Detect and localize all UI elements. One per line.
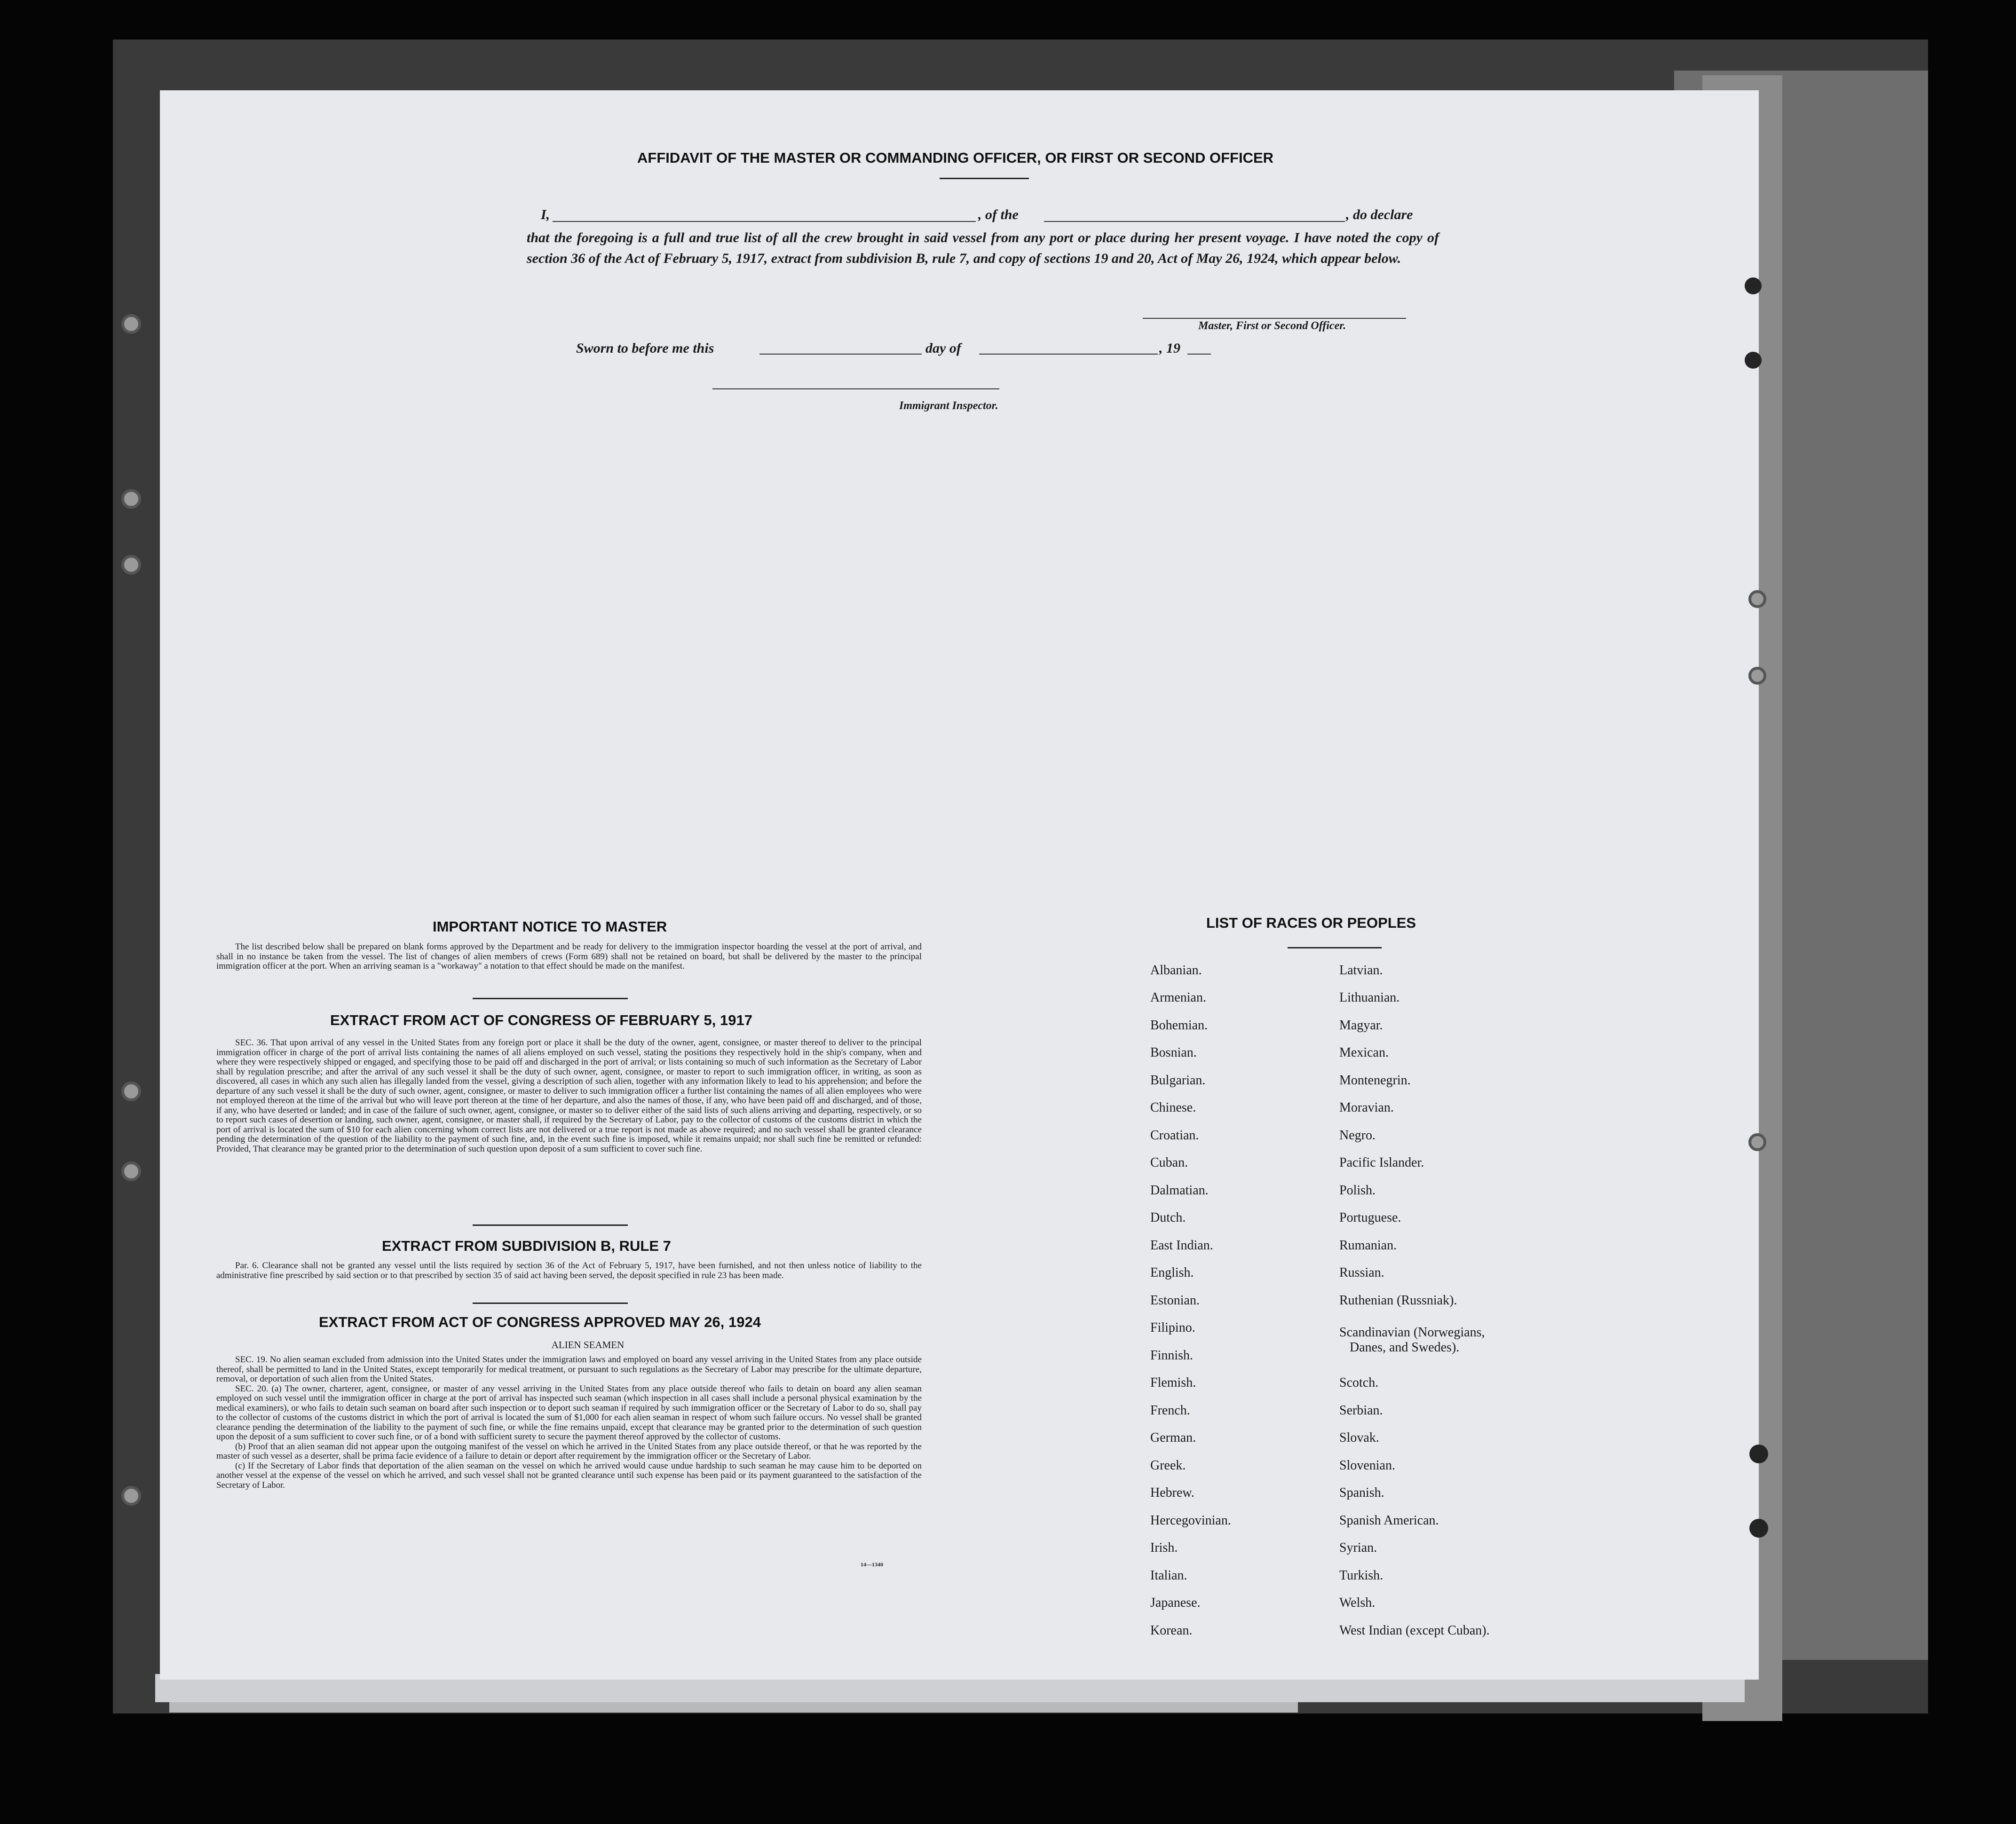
race-item: Hercegovinian.	[1150, 1513, 1231, 1528]
section-20b-paragraph: (b) Proof that an alien seaman did not appear upon the outgoing manifest of the vessel on which he arrived in the United States from any place outside thereof, or that he was reported by the master of such vessel as a deserter, shall be prima facie evidence of a failure to detain or deport after requirement by the immigration officer or the Secretary of Labor.	[216, 1441, 922, 1461]
punch-hole	[1748, 667, 1766, 685]
vessel-blank	[1044, 221, 1345, 222]
year-blank	[1187, 354, 1211, 355]
race-item: Italian.	[1150, 1568, 1187, 1583]
race-item: English.	[1150, 1265, 1194, 1280]
name-blank	[553, 221, 976, 222]
race-item: Slovak.	[1339, 1430, 1379, 1445]
race-item: Danes, and Swedes).	[1350, 1340, 1460, 1355]
section-20a-paragraph: SEC. 20. (a) The owner, charterer, agent, consignee, or master of any vessel arriving in the United States from any place outside thereof who fails to detain on board any alien seaman employed on such vessel until the immigration officer in charge at the port of arrival has inspected such seaman (which inspection in all cases shall include a personal physical examination by the medical examiners), or who fails to detain such seaman on board after such inspection or to deport such seaman if required by such immigration officer or the Secretary of Labor to do so, shall pay to the collector of customs of the customs district in which the port of arrival is located the sum of $1,000 for each alien seaman in respect of whom such failure occurs. No vessel shall be granted clearance pending the determination of the liability to the payment of such fine, or while the fine remains unpaid, except that clearance may be granted prior to the determination of such question upon the deposit of a sum sufficient to cover such fine, or of a bond with sufficient surety to secure the payment thereof approved by the collector of customs.	[216, 1383, 922, 1442]
page-edge-lower	[169, 1702, 1298, 1713]
races-title: LIST OF RACES OR PEOPLES	[1206, 915, 1416, 931]
race-item: Pacific Islander.	[1339, 1155, 1424, 1170]
race-item: West Indian (except Cuban).	[1339, 1623, 1490, 1638]
year-label: , 19	[1159, 340, 1180, 356]
section-20c-paragraph: (c) If the Secretary of Labor finds that deportation of the alien seaman on the vessel on which he arrived would cause undue hardship to such seaman he may cause him to be deported on another vessel at the expense of the vessel on which he arrived, and such vessel shall not be granted clearance until such expense has been paid or its payment guaranteed to the satisfaction of the Secretary of Labor.	[216, 1461, 922, 1490]
race-item: Hebrew.	[1150, 1485, 1194, 1500]
race-item: Lithuanian.	[1339, 990, 1400, 1005]
race-item: Russian.	[1339, 1265, 1384, 1280]
race-item: Scotch.	[1339, 1375, 1379, 1390]
punch-hole	[121, 1082, 141, 1101]
punch-hole	[121, 489, 141, 509]
race-item: Portuguese.	[1339, 1210, 1401, 1225]
race-item: Armenian.	[1150, 990, 1206, 1005]
notice-paragraph: The list described below shall be prepared on blank forms approved by the Department and be ready for delivery to the immigration inspector boarding the vessel at the port of arrival, and shall in no instance be taken from the vessel. The list of changes of alien members of crews (Form 689) shall not be retained on board, but shall be delivered by the master to the principal immigration officer at the port. When an arriving seaman is a "workaway" a notation to that effect should be made on the manifest.	[216, 942, 922, 971]
race-item: Estonian.	[1150, 1293, 1200, 1308]
paragraph-6: Par. 6. Clearance shall not be granted any vessel until the lists required by section 36 of the Act of February 5, 1917, have been furnished, and not then unless notice of liability to the administrative fine prescribed by said section or to that prescribed by section 35 of said act having been served, the deposit specified in rule 23 has been made.	[216, 1261, 922, 1280]
extract-1924-text	[216, 1355, 922, 1490]
race-item: Negro.	[1339, 1128, 1376, 1143]
races-rule	[1288, 947, 1382, 948]
race-item: Albanian.	[1150, 963, 1202, 978]
race-item: French.	[1150, 1403, 1190, 1418]
subdivision-text	[216, 1261, 922, 1280]
affidavit-of-the: , of the	[978, 207, 1019, 222]
punch-hole	[1745, 277, 1762, 294]
race-item: Polish.	[1339, 1183, 1376, 1198]
race-item: Dalmatian.	[1150, 1183, 1209, 1198]
race-item: Serbian.	[1339, 1403, 1383, 1418]
notice-rule	[473, 998, 628, 999]
extract-1924-title: EXTRACT FROM ACT OF CONGRESS APPROVED MAY 26, 1924	[319, 1314, 761, 1330]
race-item: Latvian.	[1339, 963, 1383, 978]
race-item: Bosnian.	[1150, 1045, 1197, 1060]
race-item: Bohemian.	[1150, 1018, 1208, 1033]
subdivision-title: EXTRACT FROM SUBDIVISION B, RULE 7	[382, 1238, 671, 1254]
subdivision-rule	[473, 1303, 628, 1304]
affidavit-body: that the foregoing is a full and true list of all the crew brought in said vessel from any port or place during her present voyage. I have noted the copy of section 36 of the Act of February 5, 1917, extract from subdivision B, rule 7, and copy of sections 19 and 20, Act of May 26, 1924, which appear below.	[527, 230, 1439, 266]
race-item: Montenegrin.	[1339, 1073, 1411, 1088]
race-item: Magyar.	[1339, 1018, 1383, 1033]
extract-1917-title: EXTRACT FROM ACT OF CONGRESS OF FEBRUARY 5, 1917	[330, 1012, 752, 1028]
affidavit-do-declare: , do declare	[1346, 207, 1413, 222]
race-item: East Indian.	[1150, 1238, 1213, 1253]
race-item: Filipino.	[1150, 1320, 1195, 1335]
punch-hole	[121, 314, 141, 334]
race-item: Flemish.	[1150, 1375, 1196, 1390]
race-item: Dutch.	[1150, 1210, 1186, 1225]
extract-1917-rule	[473, 1224, 628, 1226]
notice-text	[216, 942, 922, 971]
race-item: Chinese.	[1150, 1100, 1196, 1115]
punch-hole	[121, 1486, 141, 1506]
section-36-paragraph: SEC. 36. That upon arrival of any vessel in the United States from any foreign port or place it shall be the duty of the owner, agent, consignee, or master thereof to deliver to the principal immigration officer in charge of the port of arrival lists containing the names of all aliens employed on such vessel, stating the positions they respectively hold in the ship's company, when and where they were respectively shipped or engaged, and specifying those to be paid off and discharged in the port of arrival; or lists containing so much of such information as the Secretary of Labor shall by regulation prescribe; and after the arrival of any such vessel it shall be the duty of such owner, agent, consignee, or master to report to such immigration officer, in writing, as soon as discovered, all cases in which any such alien has illegally landed from the vessel, giving a description of such alien, together with any information likely to lead to his apprehension; and before the departure of any such vessel it shall be the duty of such owner, agent, consignee, or master to deliver to such immigration officer a further list containing the names of all alien employees who were not employed thereon at the time of the arrival but who will leave port thereon at the time of her departure, and also the names of those, if any, who have been paid off and discharged, and of those, if any, who have deserted or landed; and in case of the failure of such owner, agent, consignee, or master so to deliver either of the said lists of such aliens arriving and departing, respectively, or so to report such cases of desertion or landing, such owner, agent, consignee, or master shall, if required by the Secretary of Labor, pay to the collector of customs of the customs district in which the port of arrival is located the sum of $10 for each alien concerning whom correct lists are not delivered or a true report is not made as above required; and no such vessel shall be granted clearance pending the determination of the question of the liability to the payment of such fine, and, in the event such fine is imposed, while it remains unpaid; nor shall such fine be remitted or refunded: Provided, That clearance may be granted prior to the determination of such question upon deposit of a sum sufficient to cover such fine.	[216, 1038, 922, 1154]
punch-hole	[1749, 1445, 1768, 1463]
sworn-label: Sworn to before me this	[576, 340, 714, 356]
race-item: Spanish.	[1339, 1485, 1384, 1500]
affidavit-i-label: I,	[541, 207, 550, 222]
race-item: Finnish.	[1150, 1348, 1194, 1363]
race-item: Korean.	[1150, 1623, 1193, 1638]
race-item: Irish.	[1150, 1540, 1178, 1555]
form-number: 14—1340	[861, 1561, 883, 1568]
punch-hole	[1748, 590, 1766, 608]
race-item: Scandinavian (Norwegians,	[1339, 1325, 1485, 1340]
master-signature-line	[1143, 318, 1406, 319]
inspector-signature-line	[712, 388, 999, 389]
race-item: Syrian.	[1339, 1540, 1377, 1555]
punch-hole	[1749, 1519, 1768, 1538]
sworn-day-blank	[759, 354, 922, 355]
day-of-label: day of	[925, 340, 961, 356]
race-item: Japanese.	[1150, 1595, 1201, 1610]
alien-seamen-subtitle: ALIEN SEAMEN	[551, 1339, 625, 1350]
notice-title: IMPORTANT NOTICE TO MASTER	[433, 918, 667, 935]
race-item: Mexican.	[1339, 1045, 1389, 1060]
inspector-label: Immigrant Inspector.	[899, 400, 998, 412]
race-item: Ruthenian (Russniak).	[1339, 1293, 1457, 1308]
punch-hole	[1745, 352, 1762, 369]
race-item: Turkish.	[1339, 1568, 1384, 1583]
master-signature-label: Master, First or Second Officer.	[1198, 320, 1346, 332]
punch-hole	[121, 1161, 141, 1181]
race-item: German.	[1150, 1430, 1196, 1445]
race-item: Slovenian.	[1339, 1458, 1395, 1473]
punch-hole	[1748, 1133, 1766, 1151]
sworn-month-blank	[979, 354, 1158, 355]
section-19-paragraph: SEC. 19. No alien seaman excluded from admission into the United States under the immigration laws and employed on board any vessel arriving in the United States from any place outside thereof, shall be permitted to land in the United States, except temporarily for medical treatment, or pursuant to such regulations as the Secretary of Labor may prescribe for the ultimate departure, removal, or deportation of such alien from the United States.	[216, 1355, 922, 1384]
race-item: Bulgarian.	[1150, 1073, 1206, 1088]
race-item: Greek.	[1150, 1458, 1186, 1473]
race-item: Spanish American.	[1339, 1513, 1439, 1528]
punch-hole	[121, 555, 141, 575]
affidavit-title: AFFIDAVIT OF THE MASTER OR COMMANDING OFFICER, OR FIRST OR SECOND OFFICER	[637, 150, 1274, 166]
race-item: Croatian.	[1150, 1128, 1199, 1143]
race-item: Cuban.	[1150, 1155, 1188, 1170]
race-item: Welsh.	[1339, 1595, 1376, 1610]
race-item: Moravian.	[1339, 1100, 1394, 1115]
extract-1917-text	[216, 1038, 922, 1154]
affidavit-title-rule	[940, 178, 1029, 179]
race-item: Rumanian.	[1339, 1238, 1397, 1253]
